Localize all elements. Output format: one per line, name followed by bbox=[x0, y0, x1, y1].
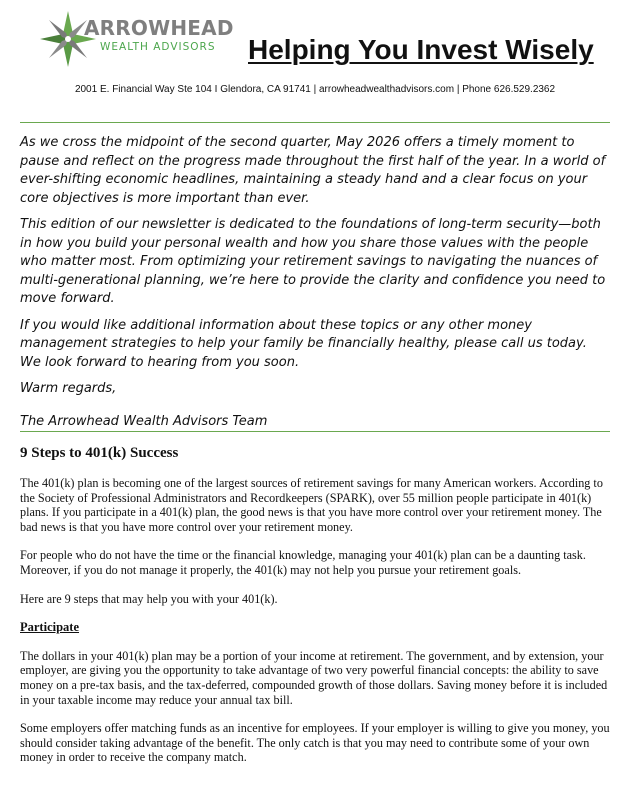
intro-signature: The Arrowhead Wealth Advisors Team bbox=[20, 413, 268, 429]
article-paragraph: For people who do not have the time or the financial knowledge, managing your 401(k) plan can be a daunting task. Moreover, if you do not manage it properly, the 401(k) may not help you pursue your retirement goals. bbox=[20, 548, 586, 577]
header-divider bbox=[20, 122, 610, 123]
article-title: 9 Steps to 401(k) Success bbox=[20, 445, 179, 461]
intro-closing: Warm regards, bbox=[20, 381, 117, 396]
intro-paragraph: If you would like additional information about these topics or any other money management strategies to help your family be financially healthy, please call us today. We look forward to hearing from you soon. bbox=[20, 317, 587, 370]
article-paragraph: Here are 9 steps that may help you with your 401(k). bbox=[20, 591, 278, 606]
intro-paragraph: This edition of our newsletter is dedicated to the foundations of long-term security—both in how you build your personal wealth and how you share those values with the people who matter most. From optimizing your retirement savings to navigating the nuances of multi-generational planning, we’re here to provide the clarity and confidence you need to move forward. bbox=[20, 217, 606, 306]
section-heading-participate: Participate bbox=[20, 620, 80, 635]
newsletter-tagline: Helping You Invest Wisely bbox=[248, 34, 594, 65]
logo-subtitle: WEALTH ADVISORS bbox=[100, 41, 216, 53]
intro-letter bbox=[20, 134, 608, 439]
contact-address: 2001 E. Financial Way Ste 104 I Glendora, CA 91741 | arrowheadwealthadvisors.com | Phone 626.529.2362 bbox=[74, 84, 556, 95]
intro-paragraph: As we cross the midpoint of the second quarter, May 2026 offers a timely moment to pause and reflect on the progress made throughout the first half of the year. In a world of ever-shifting economic headlines, maintaining a steady hand and a clear focus on your core objectives is more important than ever. bbox=[20, 135, 606, 206]
newsletter-header bbox=[20, 0, 610, 100]
company-logo bbox=[38, 6, 234, 70]
article-paragraph: The 401(k) plan is becoming one of the largest sources of retirement savings for many American workers. According to the Society of Professional Administrators and Recordkeepers (SPARK), over 55 million people participate in 401(k) plans. If you participate in a 401(k) plan, the good news is that you have more control over your retirement money. The bad news is that you have more control over your retirement money. bbox=[20, 476, 603, 534]
section-divider bbox=[20, 431, 610, 432]
logo-name: ARROWHEAD bbox=[84, 16, 234, 40]
section-paragraph: The dollars in your 401(k) plan may be a portion of your income at retirement. The government, and by extension, your employer, are giving you the opportunity to take advantage of two very powerful financial concepts: the ability to save money on a pre-tax basis, and the tax-deferred, compounded growth of those dollars. Saving money before it is included in your taxable income may reduce your annual tax bill. bbox=[20, 648, 608, 707]
section-paragraph: Some employers offer matching funds as an incentive for employees. If your employer is willing to give you money, you should consider taking advantage of the benefit. The only catch is that you may need to contribute some of your own money in order to receive the company match. bbox=[20, 721, 610, 765]
article-401k bbox=[20, 444, 610, 779]
